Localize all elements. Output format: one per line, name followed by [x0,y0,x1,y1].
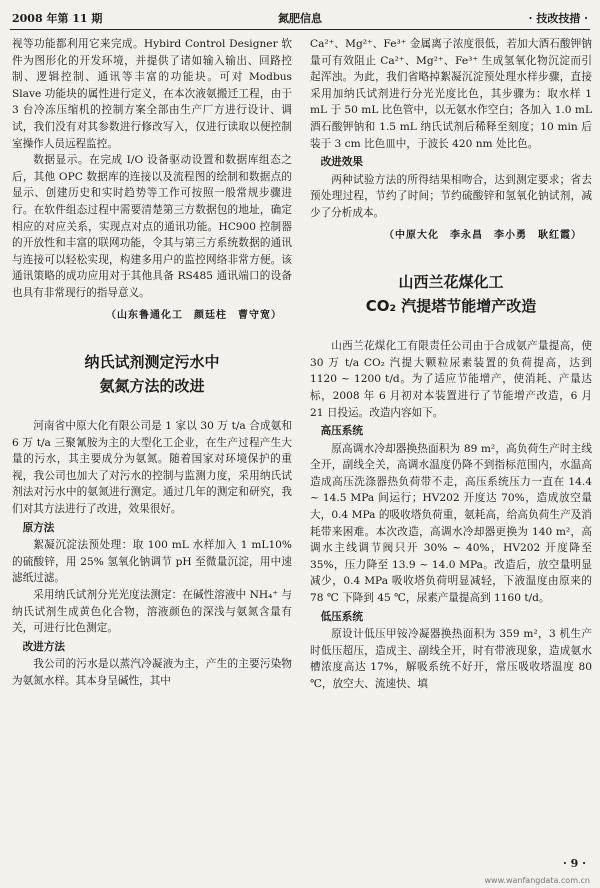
paragraph: 原高调水冷却器换热面积为 89 m²，高负荷生产时主线全开，副线全关，高调水温度仍降不到指标范围内，水温高造成高压洗涤器热负荷带不走，高压系统压力一直在 14.4 ~ 14.5 MPa 间运行；HV202 开度达 70%，造成放空量大，0.4 MPa 的吸收塔负荷重，氨耗高，给高负荷生产及消耗带来困难。本次改造，高调水冷却器更换为 140 m²，高调水主线调节阀只开 30% ~ 40%，HV202 开度降至 35%，压力降至 13.9 ~ 14.0 MPa。改造后，放空量明显减少，0.4 MPa 吸收塔负荷明显减轻，下液温度由原来的 78 ℃ 下降到 45 ℃，尿素产量提高到 1160 t/d。 [310,442,592,605]
paragraph: 絮凝沉淀法预处理：取 100 mL 水样加入 1 mL10% 的硫酸锌，用 25% 氢氧化钠调节 pH 至微量沉淀，用中速滤纸过滤。 [12,539,292,585]
paragraph: 采用纳氏试剂分光光度法测定：在碱性溶液中 NH₄⁺ 与纳氏试剂生成黄色化合物，溶液颜色的深浅与氨氮含量有关，可进行比色测定。 [12,589,292,635]
paragraph: 视等功能都利用它来完成。Hybird Control Designer 软件为图形化的开发环境，并提供了诸如输入输出、回路控制、逻辑控制、通讯等丰富的功能块。可对 Modbus Slave 功能块的属性进行定义，在本次液氨搬迁工程，由于 3 台冷冻压缩机的控制方案全部由生产厂方进行设计、调试，我们没有对其参数进行修改写入，仅进行读取以便控制室操作人员远程监控。 [12,38,292,150]
page-header [12,8,588,30]
title-line-1: 山西兰花煤化工 [398,273,504,292]
paragraph: 我公司的污水是以蒸汽冷凝液为主，产生的主要污染物为氨氮水样。其本身呈碱性，其中 [12,658,292,687]
title-line-2: CO₂ 汽提塔节能增产改造 [365,297,537,316]
article-title [12,350,292,398]
section-label: · 技改技措 · [528,12,588,25]
paragraph: 数据显示。在完成 I/O 设备驱动设置和数据库组态之后，其他 OPC 数据库的连接以及流程图的绘制和数据点的显示、创建历史和实时趋势等工作可按照一般常规步骤进行。在软件组态过程中需要清楚第三方数据包的地址，确定相应的对应关系，实现点对点的通讯功能。HC900 控制器的开放性和丰富的联网功能，令其与第三方系统数据的通讯与连接可以轻松实现，构建多用户的监控网络非常方便。该通讯策略的成功应用对于其他具备 RS485 通讯端口的设备也具有非常现行的指导意义。 [12,154,292,299]
header-divider [10,29,590,30]
author-signature: （中原大化 李永昌 李小勇 耿红霞） [384,229,582,241]
section-heading: 改进方法 [22,640,65,653]
page-number: · 9 · [563,857,586,870]
paragraph: Ca²⁺、Mg²⁺、Fe³⁺ 金属离子浓度很低，若加大酒石酸钾钠量可有效阻止 Ca²⁺、Mg²⁺、Fe³⁺ 生成氢氧化物沉淀而引起浑浊。为此，我们省略掉絮凝沉淀预处理水样步骤，直接采用加纳氏试剂进行分光光度比色，其步骤为：取水样 1 mL 于 50 mL 比色管中，以无氨水作空白；各加入 1.0 mL 酒石酸钾钠和 1.5 mL 纳氏试剂后稀释至刻度；10 min 后装于 3 cm 比色皿中，于波长 420 nm 处比色。 [310,38,592,150]
journal-name: 氮肥信息 [278,12,322,25]
right-column [310,36,592,693]
title-line-1: 纳氏试剂测定污水中 [84,353,220,372]
author-signature: （山东鲁通化工 颜廷柱 曹守宽） [106,309,282,321]
paragraph: 两种试验方法的所得结果相吻合，达到测定要求；省去预处理过程，节约了时间；节约硫酸锌和氢氧化钠试剂，减少了分析成本。 [310,173,592,219]
issue-label: 2008 年第 11 期 [12,12,103,25]
left-column [12,36,292,690]
section-heading: 改进效果 [320,156,363,169]
article-title [310,270,592,318]
section-heading: 低压系统 [320,610,363,623]
section-heading: 原方法 [22,521,55,534]
watermark: www.wanfangdata.com.cn [484,876,590,885]
title-line-2: 氨氮方法的改进 [99,377,205,396]
paragraph: 原设计低压甲铵冷凝器换热面积为 359 m²，3 机生产时低压超压，造成主、副线全开，时有带液现象，造成氨水槽浓度高达 17%，解吸系统不好开，常压吸收塔温度 80 ℃，放空大、流速快、填 [310,628,592,690]
section-heading: 高压系统 [320,425,363,438]
paragraph: 山西兰花煤化工有限责任公司由于合成氨产量提高，使 30 万 t/a CO₂ 汽提大颗粒尿素装置的负荷提高，达到 1120 ~ 1200 t/d。为了适应节能增产，使消耗、产量达标，2008 年 6 月初对本装置进行了节能增产改造，6 月 21 日投运。改造内容如下。 [310,340,592,419]
paragraph: 河南省中原大化有限公司是 1 家以 30 万 t/a 合成氨和 6 万 t/a 三聚氰胺为主的大型化工企业，在生产过程产生大量的污水，其主要成分为氨氮。随着国家对环境保护的重视，我公司也加大了对污水的控制与监测力度，采用纳氏试剂法对污水中的氨氮进行测定。通过几年的测定和研究，我们对其方法进行了改进，效果很好。 [12,420,292,516]
